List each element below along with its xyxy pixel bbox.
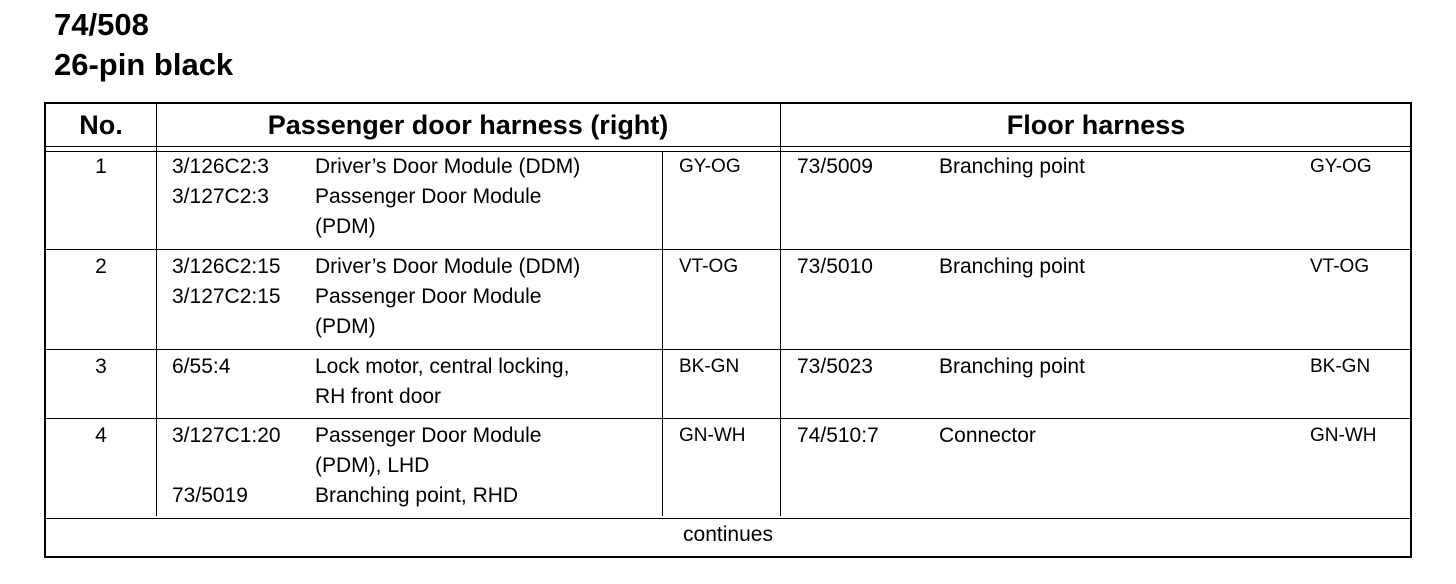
row-divider (46, 349, 1410, 350)
passenger-wire-color: BK-GN (679, 356, 740, 377)
pin-number: 2 (95, 255, 107, 278)
header-no: No. (79, 110, 123, 140)
floor-description: Branching point (939, 355, 1085, 378)
passenger-wire-color: GY-OG (679, 156, 741, 177)
floor-description: Connector (939, 424, 1036, 447)
pinout-table (44, 102, 1412, 558)
pin-number: 4 (95, 424, 107, 447)
connector-id: 74/508 (54, 7, 149, 42)
passenger-code: 3/126C2:15 3/127C2:15 (172, 255, 281, 308)
floor-code: 73/5010 (797, 255, 873, 278)
floor-description: Branching point (939, 155, 1085, 178)
passenger-description: Driver’s Door Module (DDM) Passenger Door Module (PDM) (315, 255, 581, 338)
col-divider-harness (780, 104, 781, 516)
passenger-wire-color: VT-OG (679, 256, 739, 277)
passenger-code: 3/126C2:3 3/127C2:3 (172, 155, 269, 208)
passenger-description: Lock motor, central locking, RH front door (315, 355, 570, 408)
connector-description: 26-pin black (54, 47, 234, 82)
footer-divider (46, 518, 1410, 519)
passenger-wire-color: GN-WH (679, 425, 746, 446)
floor-wire-color: GN-WH (1310, 425, 1377, 446)
header-divider-1 (46, 146, 1410, 147)
continues-note: continues (683, 523, 773, 546)
col-divider-passenger-color (662, 151, 663, 516)
passenger-code: 3/127C1:20 73/5019 (172, 424, 281, 507)
pin-number: 1 (95, 155, 107, 178)
floor-wire-color: VT-OG (1310, 256, 1370, 277)
passenger-description: Passenger Door Module (PDM), LHD Branching point, RHD (315, 424, 542, 507)
floor-description: Branching point (939, 255, 1085, 278)
header-floor-harness: Floor harness (1006, 110, 1186, 140)
floor-wire-color: BK-GN (1310, 356, 1371, 377)
row-divider (46, 249, 1410, 250)
floor-code: 73/5009 (797, 155, 873, 178)
col-divider-no (156, 104, 157, 516)
floor-code: 73/5023 (797, 355, 873, 378)
passenger-description: Driver’s Door Module (DDM) Passenger Door Module (PDM) (315, 155, 581, 238)
floor-code: 74/510:7 (797, 424, 879, 447)
header-passenger-harness: Passenger door harness (right) (267, 110, 669, 140)
floor-wire-color: GY-OG (1310, 156, 1372, 177)
passenger-code: 6/55:4 (172, 355, 231, 378)
pin-number: 3 (95, 355, 107, 378)
row-divider (46, 418, 1410, 419)
